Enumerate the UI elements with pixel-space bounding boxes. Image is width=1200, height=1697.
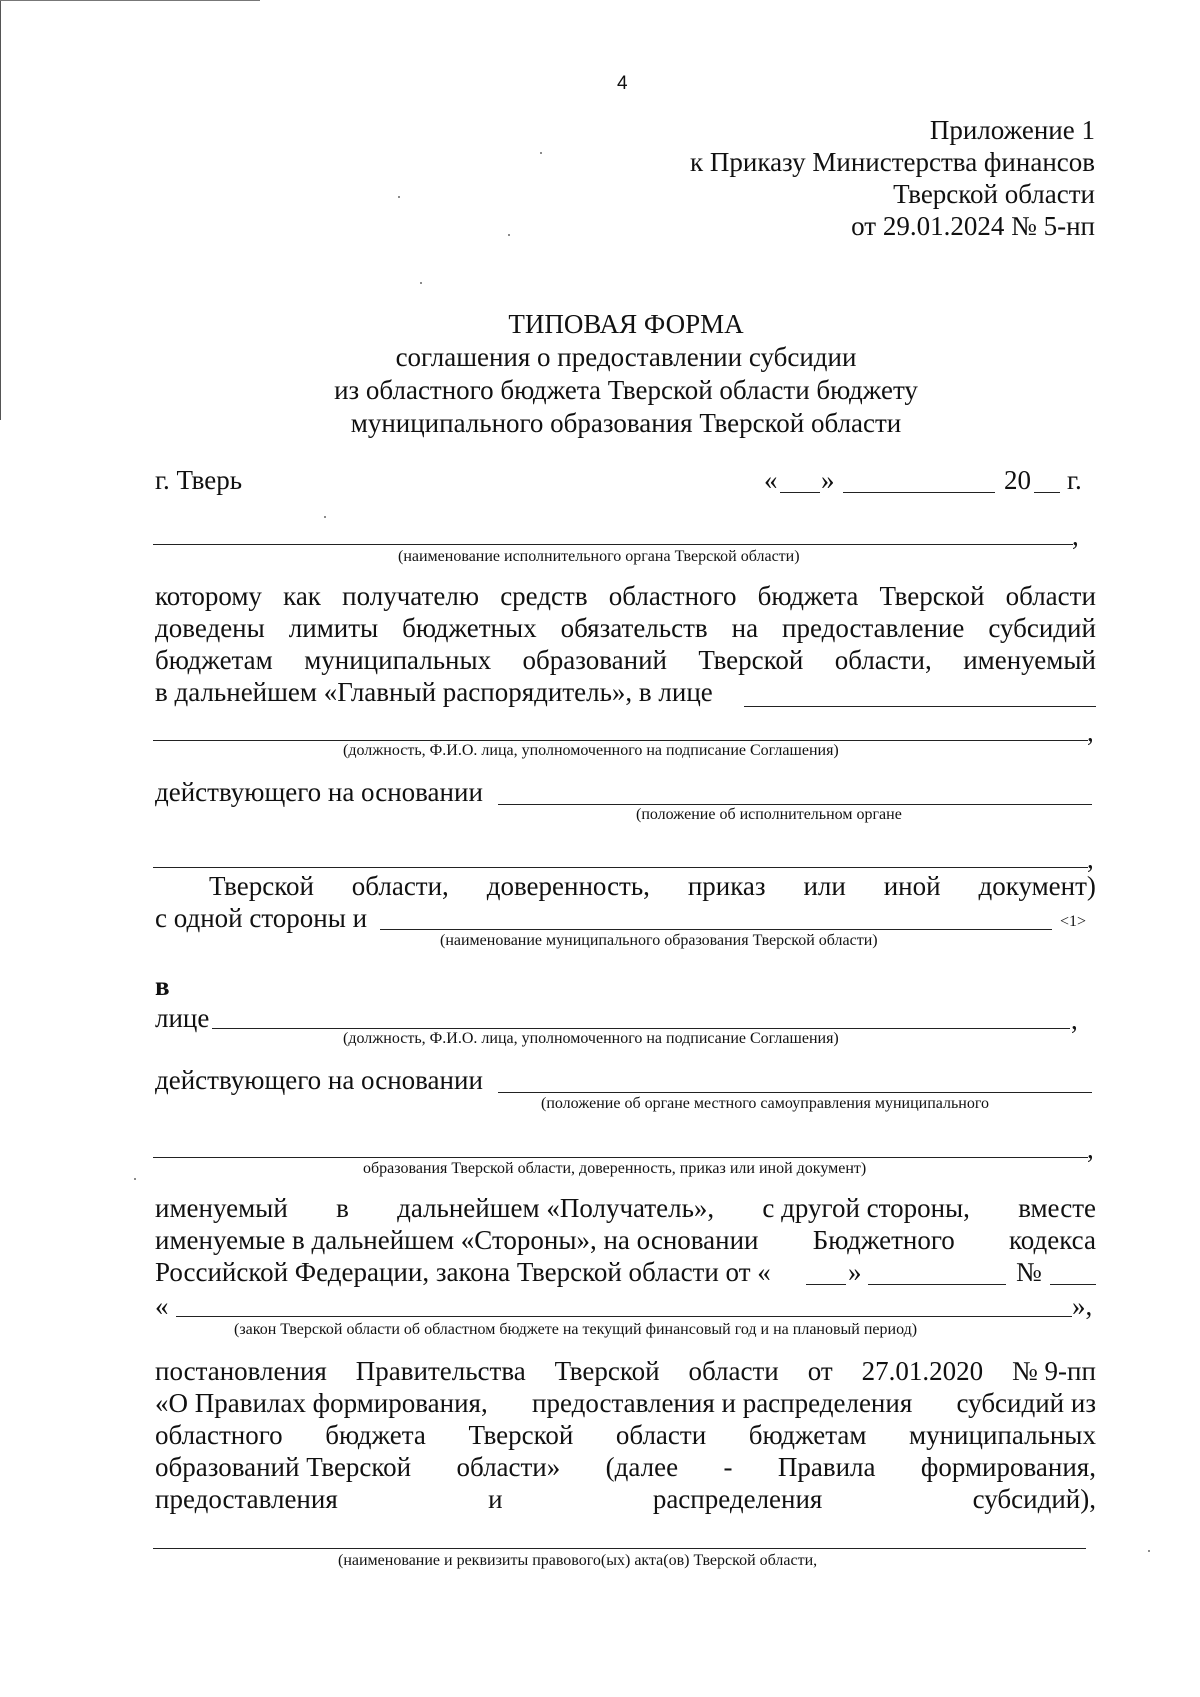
para3-line2: «О Правилах формирования, предоставления и распределения субсидий из xyxy=(155,1388,1096,1418)
comma: , xyxy=(1071,1005,1078,1035)
one-side-label: с одной стороны и xyxy=(155,903,368,933)
page-number: 4 xyxy=(617,73,628,94)
comma: , xyxy=(1072,521,1079,551)
year-prefix: 20 xyxy=(1004,465,1031,495)
caption-budget-law: (закон Тверской области об областном бюджете на текущий финансовый год и на плановый период) xyxy=(234,1321,918,1338)
para3-line5: предоставления и распределения субсидий), xyxy=(155,1484,1096,1514)
document-type-line: Тверской области, доверенность, приказ или иной документ) xyxy=(209,871,1096,901)
caption-official-2: (должность, Ф.И.О. лица, уполномоченного на подписание Соглашения) xyxy=(343,1030,839,1047)
scan-edge-top xyxy=(0,0,260,1)
scan-speck xyxy=(134,1178,136,1180)
year-blank xyxy=(1034,492,1060,493)
date-close-quote: » xyxy=(821,465,835,495)
scan-speck xyxy=(540,152,542,154)
caption-executive-body: (наименование исполнительного органа Тверской области) xyxy=(398,548,800,565)
scan-speck xyxy=(398,196,400,198)
law-day-blank xyxy=(806,1284,846,1285)
caption-regulation-2: (положение об органе местного самоуправления муниципального xyxy=(541,1095,990,1112)
city-label: г. Тверь xyxy=(155,465,243,495)
representative-blank xyxy=(744,706,1096,707)
date-open-quote: « xyxy=(764,465,778,495)
comma: , xyxy=(1087,1134,1094,1164)
municipal-name-blank xyxy=(380,929,1052,930)
scan-speck xyxy=(420,282,422,284)
official-1-blank xyxy=(153,740,1088,741)
para2-line3-b: » xyxy=(848,1257,862,1287)
official-2-blank xyxy=(212,1028,1070,1029)
basis-2-blank xyxy=(498,1092,1092,1093)
title-line-2: соглашения о предоставлении субсидии xyxy=(395,342,857,372)
title-line-1: ТИПОВАЯ ФОРМА xyxy=(508,309,744,339)
appendix-line-2: к Приказу Министерства финансов xyxy=(690,147,1095,177)
word-face: лице xyxy=(155,1003,210,1033)
word-v: в xyxy=(155,971,170,1001)
day-blank xyxy=(780,492,820,493)
para2-line2: именуемые в дальнейшем «Стороны», на основании Бюджетного кодекса xyxy=(155,1225,1096,1255)
law-title-blank xyxy=(176,1316,1072,1317)
caption-legal-acts: (наименование и реквизиты правового(ых) акта(ов) Тверской области, xyxy=(338,1552,818,1569)
footnote-mark: <1> xyxy=(1060,913,1087,930)
law-number-blank xyxy=(1050,1284,1096,1285)
month-blank xyxy=(843,492,995,493)
title-line-4: муниципального образования Тверской области xyxy=(350,408,902,438)
caption-municipal-name: (наименование муниципального образования Тверской области) xyxy=(440,932,878,949)
law-number-sign: № xyxy=(1016,1257,1042,1287)
basis-1-cont-blank xyxy=(153,867,1088,868)
basis-1-blank xyxy=(498,804,1092,805)
scan-speck xyxy=(508,234,510,236)
appendix-line-1: Приложение 1 xyxy=(929,115,1095,145)
para2-line1: именуемый в дальнейшем «Получатель», с другой стороны, вместе xyxy=(155,1193,1096,1223)
comma: , xyxy=(1087,717,1094,747)
para3-line4: образований Тверской области» (далее - Правила формирования, xyxy=(155,1452,1096,1482)
title-line-3: из областного бюджета Тверской области бюджету xyxy=(334,375,918,405)
para3-line3: областного бюджета Тверской области бюджетам муниципальных xyxy=(155,1420,1096,1450)
para1-line4: в дальнейшем «Главный распорядитель», в лице xyxy=(155,677,713,707)
caption-regulation-2-cont: образования Тверской области, доверенность, приказ или иной документ) xyxy=(363,1160,867,1177)
law-month-blank xyxy=(868,1284,1006,1285)
acting-basis-2: действующего на основании xyxy=(155,1065,483,1095)
para2-line3-a: Российской Федерации, закона Тверской области от « xyxy=(155,1257,771,1287)
para1-line2: доведены лимиты бюджетных обязательств на предоставление субсидий xyxy=(155,613,1096,643)
comma: , xyxy=(1087,844,1094,874)
law-title-open: « xyxy=(155,1291,169,1321)
legal-acts-blank xyxy=(153,1548,1086,1549)
caption-official-1: (должность, Ф.И.О. лица, уполномоченного на подписание Соглашения) xyxy=(343,742,839,759)
para3-line1: постановления Правительства Тверской области от 27.01.2020 № 9-пп xyxy=(155,1356,1096,1386)
scan-speck xyxy=(1148,1550,1150,1552)
appendix-line-4: от 29.01.2024 № 5-нп xyxy=(851,211,1095,241)
para1-line3: бюджетам муниципальных образований Тверской области, именуемый xyxy=(155,645,1096,675)
year-suffix: г. xyxy=(1067,465,1082,495)
basis-2-cont-blank xyxy=(153,1157,1088,1158)
scan-speck xyxy=(324,516,326,518)
caption-regulation-1: (положение об исполнительном органе xyxy=(636,806,902,823)
acting-basis-1: действующего на основании xyxy=(155,777,483,807)
law-title-close: », xyxy=(1072,1291,1093,1321)
appendix-line-3: Тверской области xyxy=(893,179,1095,209)
para1-line1: которому как получателю средств областного бюджета Тверской области xyxy=(155,581,1096,611)
executive-body-blank xyxy=(153,544,1073,545)
